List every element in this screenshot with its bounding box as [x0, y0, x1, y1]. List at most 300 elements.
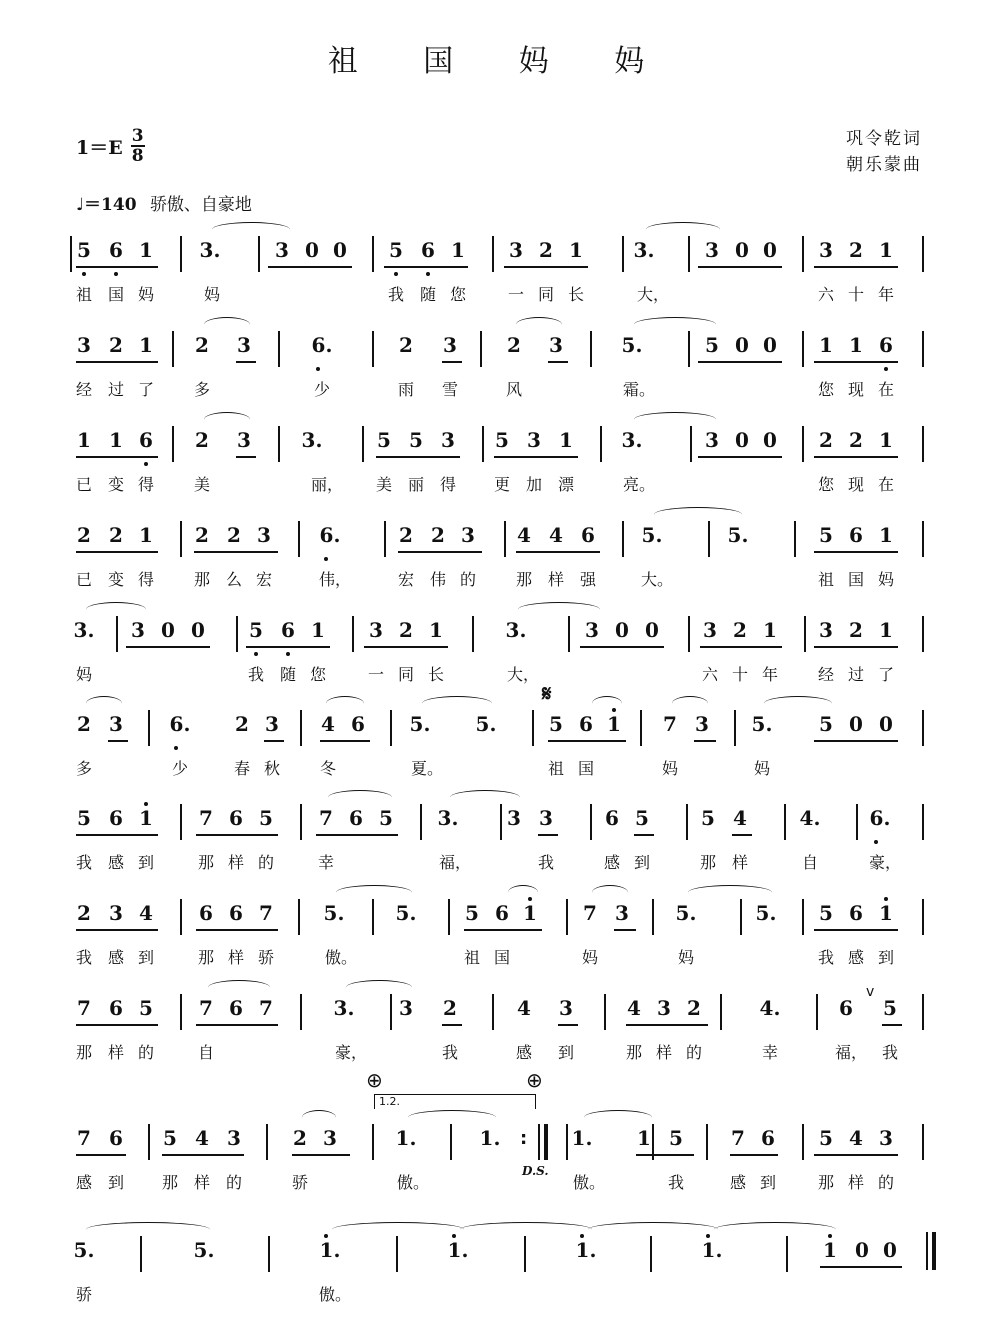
tie-slur — [422, 696, 492, 711]
beam-underline — [264, 740, 284, 742]
lyric-syllable: 国 — [577, 759, 594, 778]
lyric-syllable: 国 — [847, 570, 864, 589]
lyric-syllable: 祖 — [547, 759, 564, 778]
lyric-syllable: 那 — [161, 1173, 178, 1192]
final-barline-thin — [926, 1232, 928, 1270]
tie-slur — [654, 507, 742, 522]
note: 3 — [657, 996, 671, 1020]
note: 3 — [509, 238, 523, 262]
beam-underline — [76, 361, 158, 363]
lyric-syllable: 妈 — [677, 948, 694, 967]
lyric-syllable: 感 — [75, 1173, 92, 1192]
barline — [652, 899, 654, 935]
lyric-syllable: 福， — [439, 853, 472, 872]
barline — [622, 236, 624, 272]
lyric-syllable: 到 — [137, 948, 154, 967]
note: 1 — [823, 1238, 837, 1262]
barline — [802, 426, 804, 462]
beam-underline — [268, 266, 352, 268]
note: 4. — [759, 996, 781, 1020]
lyric-syllable: 多 — [75, 759, 92, 778]
note: 5 — [77, 806, 91, 830]
low-octave-dot — [324, 557, 328, 561]
note: 3. — [73, 618, 95, 642]
beam-underline — [76, 456, 158, 458]
final-barline-thick — [932, 1232, 936, 1270]
note: 1. — [701, 1238, 723, 1262]
barline — [298, 521, 300, 557]
barline — [236, 616, 238, 652]
note: 7 — [319, 806, 333, 830]
score-line — [0, 422, 1000, 517]
repeat-barline-thick — [544, 1124, 548, 1160]
score-line — [0, 800, 1000, 895]
lyric-syllable: 伟 — [429, 570, 446, 589]
lyric-syllable: 您 — [309, 665, 326, 684]
note: 2 — [507, 333, 521, 357]
barline — [450, 1124, 452, 1160]
barline — [922, 616, 924, 652]
barline — [300, 994, 302, 1030]
beam-underline — [814, 266, 898, 268]
lyric-syllable: 伟， — [319, 570, 352, 589]
lyric-syllable: 祖 — [463, 948, 480, 967]
barline — [740, 899, 742, 935]
score-line — [0, 327, 1000, 422]
key-label: 1＝E — [76, 136, 123, 159]
score-line — [0, 612, 1000, 707]
note: 6 — [581, 523, 595, 547]
barline — [258, 236, 260, 272]
note: 3 — [705, 238, 719, 262]
low-octave-dot — [114, 272, 118, 276]
beam-underline — [580, 646, 664, 648]
lyric-syllable: 我 — [75, 853, 92, 872]
high-octave-dot — [144, 802, 148, 806]
lyric-syllable: 十 — [847, 285, 864, 304]
note: 3 — [257, 523, 271, 547]
note: 1 — [607, 712, 621, 736]
note: 1. — [395, 1126, 417, 1150]
high-octave-dot — [884, 897, 888, 901]
beam-underline — [504, 266, 588, 268]
lyric-syllable: 骄 — [257, 948, 274, 967]
score-line — [0, 706, 1000, 801]
lyric-syllable: 妈 — [877, 570, 894, 589]
low-octave-dot — [316, 367, 320, 371]
lyric-syllable: 年 — [761, 665, 778, 684]
note: 1. — [575, 1238, 597, 1262]
note: 1 — [523, 901, 537, 925]
barline — [532, 710, 534, 746]
high-octave-dot — [612, 708, 616, 712]
high-octave-dot — [324, 1234, 328, 1238]
beam-underline — [814, 361, 898, 363]
note: 0 — [763, 238, 777, 262]
note: 5 — [259, 806, 273, 830]
lyric-syllable: 那 — [75, 1043, 92, 1062]
note: 5. — [409, 712, 431, 736]
note: 2 — [687, 996, 701, 1020]
lyric-syllable: 强 — [579, 570, 596, 589]
note: 2 — [227, 523, 241, 547]
barline — [922, 994, 924, 1030]
tie-slur — [336, 885, 412, 900]
low-octave-dot — [286, 652, 290, 656]
time-top: 3 — [131, 126, 144, 146]
lyric-syllable: 妈 — [203, 285, 220, 304]
beam-underline — [196, 834, 278, 836]
coda-icon-left: ⊕ — [366, 1068, 383, 1092]
note: 4 — [549, 523, 563, 547]
lyric-syllable: 我 — [441, 1043, 458, 1062]
lyric-syllable: 现 — [847, 380, 864, 399]
lyric-syllable: 豪， — [335, 1043, 368, 1062]
lyric-syllable: 同 — [537, 285, 554, 304]
lyric-syllable: 样 — [227, 853, 244, 872]
note: 2 — [849, 238, 863, 262]
barline — [568, 616, 570, 652]
breath-mark: v — [866, 984, 875, 1000]
note: 2 — [431, 523, 445, 547]
lyric-syllable: 更 — [493, 475, 510, 494]
barline — [180, 236, 182, 272]
note: 5. — [727, 523, 749, 547]
barline — [116, 616, 118, 652]
barline — [794, 521, 796, 557]
note: 2 — [195, 333, 209, 357]
high-octave-dot — [706, 1234, 710, 1238]
barline — [650, 1236, 652, 1272]
barline — [172, 331, 174, 367]
note: 3 — [77, 333, 91, 357]
note: 6 — [109, 238, 123, 262]
tempo-bpm: ＝140 — [84, 195, 137, 215]
tie-slur — [346, 980, 412, 995]
note: 0 — [191, 618, 205, 642]
lyric-syllable: 傲。 — [397, 1173, 430, 1192]
note: 1 — [451, 238, 465, 262]
note: 4 — [733, 806, 747, 830]
tie-slur — [302, 1110, 336, 1125]
beam-underline — [730, 1154, 778, 1156]
note: 5 — [163, 1126, 177, 1150]
beam-underline — [820, 1266, 902, 1268]
barline — [70, 236, 72, 272]
lyric-syllable: 美 — [375, 475, 392, 494]
beam-underline — [698, 361, 782, 363]
tie-slur — [714, 1222, 836, 1237]
time-signature — [131, 128, 145, 164]
lyric-syllable: 一 — [507, 285, 524, 304]
barline — [734, 710, 736, 746]
barline — [384, 521, 386, 557]
note: 6 — [849, 901, 863, 925]
barline — [816, 994, 818, 1030]
beam-underline — [464, 929, 542, 931]
lyric-syllable: 样 — [731, 853, 748, 872]
barline — [180, 899, 182, 935]
note: 6 — [351, 712, 365, 736]
tie-slur — [208, 980, 270, 995]
barline — [148, 1124, 150, 1160]
note: 1 — [139, 238, 153, 262]
note: 3 — [549, 333, 563, 357]
note: 1 — [763, 618, 777, 642]
note: 5. — [621, 333, 643, 357]
ds-marking: D.S. — [522, 1164, 549, 1178]
score-line — [0, 1232, 1000, 1327]
tie-slur — [634, 412, 716, 427]
barline — [604, 994, 606, 1030]
note: 5. — [755, 901, 777, 925]
lyric-syllable: 那 — [625, 1043, 642, 1062]
lyric-syllable: 亮。 — [623, 475, 656, 494]
note: 2 — [77, 712, 91, 736]
note: 6 — [579, 712, 593, 736]
barline — [372, 331, 374, 367]
note: 3 — [369, 618, 383, 642]
lyric-syllable: 长 — [427, 665, 444, 684]
beam-underline — [814, 740, 898, 742]
barline — [420, 804, 422, 840]
note: 0 — [735, 238, 749, 262]
barline — [266, 1124, 268, 1160]
lyric-syllable: 那 — [193, 570, 210, 589]
beam-underline — [236, 456, 256, 458]
lyric-syllable: 的 — [225, 1173, 242, 1192]
lyric-syllable: 在 — [877, 380, 894, 399]
note: 4 — [139, 901, 153, 925]
note: 7 — [199, 806, 213, 830]
lyric-syllable: 到 — [633, 853, 650, 872]
lyric-syllable: 骄 — [75, 1285, 92, 1304]
beam-underline — [76, 834, 158, 836]
beam-underline — [558, 1024, 578, 1026]
note: 5 — [549, 712, 563, 736]
barline — [278, 426, 280, 462]
beam-underline — [626, 1024, 708, 1026]
lyric-syllable: 随 — [419, 285, 436, 304]
lyric-syllable: 傲。 — [325, 948, 358, 967]
beam-underline — [634, 834, 654, 836]
note: 5 — [77, 238, 91, 262]
barline — [802, 331, 804, 367]
note: 6. — [169, 712, 191, 736]
note: 3 — [275, 238, 289, 262]
beam-underline — [548, 740, 626, 742]
note: 5. — [751, 712, 773, 736]
tie-slur — [592, 885, 628, 900]
barline — [566, 1124, 568, 1160]
note: 2 — [77, 523, 91, 547]
note: 5 — [635, 806, 649, 830]
lyric-syllable: 变 — [107, 570, 124, 589]
tie-slur — [592, 696, 622, 711]
lyric-syllable: 感 — [847, 948, 864, 967]
note: 1 — [139, 333, 153, 357]
lyric-syllable: 美 — [193, 475, 210, 494]
note: 5 — [819, 712, 833, 736]
high-octave-dot — [528, 897, 532, 901]
lyric-syllable: 了 — [877, 665, 894, 684]
beam-underline — [732, 834, 752, 836]
barline — [396, 1236, 398, 1272]
lyric-syllable: 年 — [877, 285, 894, 304]
tie-slur — [204, 412, 250, 427]
lyric-syllable: 雨 — [397, 380, 414, 399]
lyric-syllable: 漂 — [557, 475, 574, 494]
lyric-syllable: 长 — [567, 285, 584, 304]
note: 1 — [139, 806, 153, 830]
note: 6 — [109, 806, 123, 830]
beam-underline — [694, 740, 716, 742]
beam-underline — [76, 266, 158, 268]
note: 5 — [819, 523, 833, 547]
volta-bracket — [374, 1094, 536, 1109]
barline — [922, 1124, 924, 1160]
beam-underline — [76, 551, 158, 553]
lyric-syllable: 大， — [507, 665, 540, 684]
barline — [688, 236, 690, 272]
note: 3 — [695, 712, 709, 736]
barline — [300, 710, 302, 746]
lyric-syllable: 福， — [835, 1043, 868, 1062]
note: 2 — [849, 618, 863, 642]
lyric-syllable: 了 — [137, 380, 154, 399]
note: 6 — [139, 428, 153, 452]
lyric-syllable: 那 — [699, 853, 716, 872]
note: 1 — [429, 618, 443, 642]
tempo-expression: 骄傲、自豪地 — [149, 195, 252, 215]
note: 2 — [109, 333, 123, 357]
note: 1 — [139, 523, 153, 547]
repeat-barline-thin — [538, 1124, 540, 1160]
song-title: 祖 国 妈 妈 — [327, 44, 673, 79]
beam-underline — [376, 456, 460, 458]
beam-underline — [614, 929, 636, 931]
barline — [600, 426, 602, 462]
lyric-syllable: 样 — [227, 948, 244, 967]
note: 3 — [237, 333, 251, 357]
score-line — [0, 517, 1000, 612]
repeat-dots: : — [520, 1128, 528, 1149]
note: 6 — [495, 901, 509, 925]
barline — [448, 899, 450, 935]
note: 6 — [605, 806, 619, 830]
note: 1 — [849, 333, 863, 357]
barline — [590, 804, 592, 840]
note: 0 — [879, 712, 893, 736]
score-line — [0, 984, 1000, 1085]
lyric-syllable: 感 — [107, 853, 124, 872]
note: 3 — [461, 523, 475, 547]
note: 3. — [301, 428, 323, 452]
note: 5 — [409, 428, 423, 452]
note: 6 — [849, 523, 863, 547]
lyric-syllable: 样 — [107, 1043, 124, 1062]
barline — [922, 426, 924, 462]
note: 5 — [379, 806, 393, 830]
score-line — [0, 232, 1000, 327]
note: 7 — [731, 1126, 745, 1150]
tempo-marking — [76, 190, 252, 215]
beam-underline — [236, 361, 256, 363]
barline — [922, 521, 924, 557]
lyric-syllable: 得 — [439, 475, 456, 494]
lyric-syllable: 妈 — [581, 948, 598, 967]
note: 2 — [733, 618, 747, 642]
note: 2 — [399, 333, 413, 357]
beam-underline — [320, 740, 370, 742]
note: 5 — [819, 901, 833, 925]
note: 7 — [583, 901, 597, 925]
beam-underline — [494, 456, 578, 458]
note: 0 — [305, 238, 319, 262]
note: 3 — [265, 712, 279, 736]
note: 6 — [421, 238, 435, 262]
note: 7 — [77, 1126, 91, 1150]
note: 6 — [879, 333, 893, 357]
note: 0 — [735, 333, 749, 357]
barline — [268, 1236, 270, 1272]
note: 6. — [869, 806, 891, 830]
beam-underline — [196, 1024, 278, 1026]
lyric-syllable: 样 — [847, 1173, 864, 1192]
high-octave-dot — [828, 1234, 832, 1238]
barline — [300, 804, 302, 840]
note: 6 — [229, 996, 243, 1020]
beam-underline — [442, 361, 462, 363]
barline — [856, 804, 858, 840]
lyric-syllable: 已 — [75, 570, 92, 589]
note: 3. — [505, 618, 527, 642]
lyric-syllable: 妈 — [75, 665, 92, 684]
tie-slur — [86, 602, 146, 617]
note: 3. — [199, 238, 221, 262]
note: 2 — [399, 523, 413, 547]
lyric-syllable: 您 — [817, 475, 834, 494]
lyric-syllable: 得 — [137, 570, 154, 589]
lyric-syllable: 样 — [193, 1173, 210, 1192]
tie-slur — [764, 696, 832, 711]
lyric-syllable: 您 — [449, 285, 466, 304]
barline — [504, 521, 506, 557]
beam-underline — [538, 834, 558, 836]
lyric-syllable: 过 — [847, 665, 864, 684]
beam-underline — [814, 551, 898, 553]
barline — [172, 426, 174, 462]
note: 3 — [507, 806, 521, 830]
beam-underline — [636, 1154, 694, 1156]
beam-underline — [292, 1154, 350, 1156]
barline — [492, 236, 494, 272]
tie-slur — [646, 222, 720, 237]
beam-underline — [698, 456, 782, 458]
barline — [500, 804, 502, 840]
note: 3. — [437, 806, 459, 830]
lyric-syllable: 的 — [685, 1043, 702, 1062]
lyric-syllable: 我 — [667, 1173, 684, 1192]
note: 6. — [319, 523, 341, 547]
note: 3 — [399, 996, 413, 1020]
low-octave-dot — [426, 272, 430, 276]
beam-underline — [76, 1154, 126, 1156]
lyric-syllable: 祖 — [75, 285, 92, 304]
tie-slur — [688, 885, 772, 900]
note: 5 — [465, 901, 479, 925]
score-line — [0, 1120, 1000, 1215]
